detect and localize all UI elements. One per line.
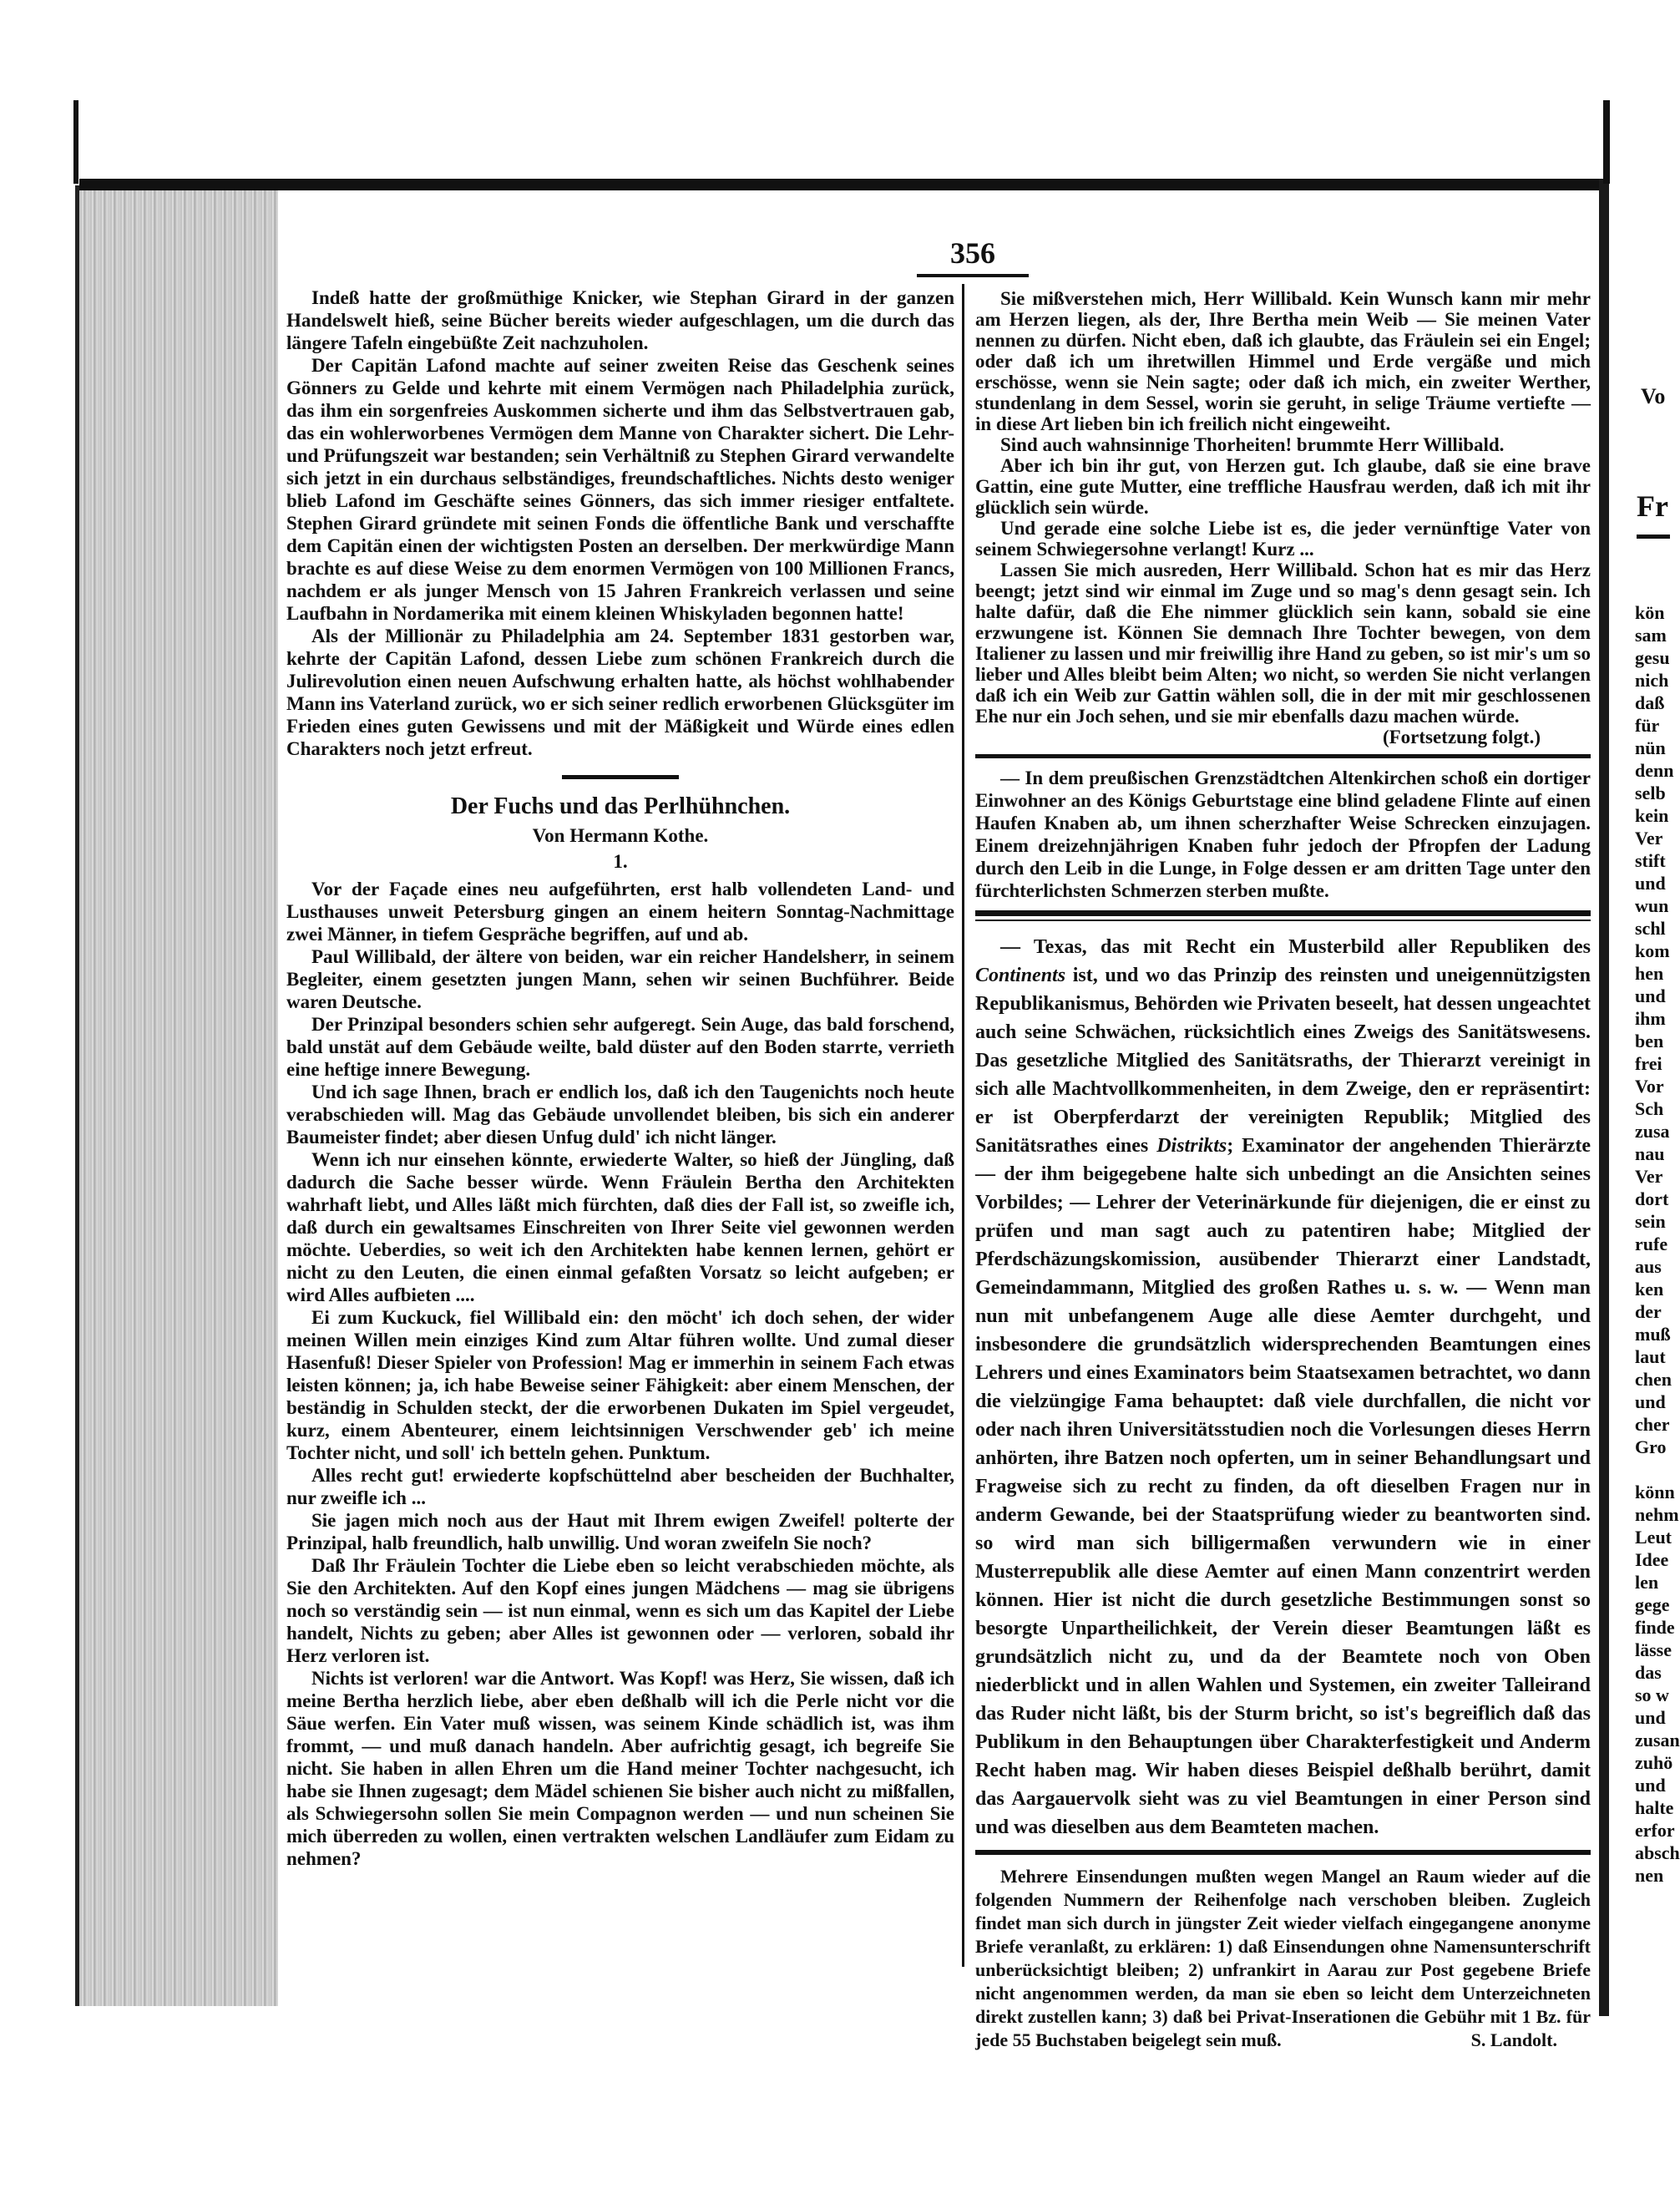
fragment-line: und — [1635, 1775, 1666, 1796]
book-gutter — [1599, 179, 1609, 2016]
paragraph: Der Capitän Lafond machte auf seiner zweiten Reise das Geschenk seines Gönners zu Gelde und kehrte mit einem Vermögen nach Philadelphia zurück, das ihm ein sorgenfreies Auskommen sicherte und ihm das Selbstvertrauen gab, das ein wohlerworbenes Vermögen dem Manne von Charakter sichert. Die Lehr- und Prüfungszeit war bestanden; sein Verhältniß zu Stephen Girard verwandelte sich jetzt in ein durchaus selbständiges, freundschaftliches. Nichts desto weniger blieb Lafond im Geschäfte seines Gönners, das sich immer riesiger entfaltete. Stephen Girard gründete mit seinen Fonds die öffentliche Bank und verschaffte dem Capitän einen der wichtigsten Posten an derselben. Der merkwürdige Mann brachte es auf diese Weise zu dem enormen Vermögen von 100 Millionen Francs, nachdem er als junger Mensch von 15 Jahren Frankreich verlassen und seine Laufbahn in Nordamerika mit einem kleinen Whiskyladen begonnen hatte! — [286, 355, 954, 624]
paragraph: Der Prinzipal besonders schien sehr aufgeregt. Sein Auge, das bald forschend, bald unstät auf dem Gebäude weilte, bald düster auf den Boden starrte, verrieth eine heftige innere Bewegung. — [286, 1014, 954, 1080]
fragment-line: len — [1635, 1572, 1659, 1593]
left-column — [286, 286, 954, 1870]
fragment-line: ben — [1635, 1031, 1664, 1051]
paragraph: Vor der Façade eines neu aufgeführten, erst halb vollendeten Land- und Lusthauses unweit Petersburg gingen an einem heitern Sonntag-Nachmittage zwei Männer, in tiefem Gespräche begriffen, auf und ab. — [286, 879, 954, 945]
fragment-line: für — [1635, 715, 1660, 736]
fragment-line: muß — [1635, 1324, 1671, 1345]
fragment-line: und — [1635, 1391, 1666, 1412]
fragment-line: Idee — [1635, 1549, 1669, 1570]
fragment-line: daß — [1635, 692, 1665, 713]
fragment-line: kön — [1635, 602, 1665, 623]
fragment-line: zuhö — [1635, 1752, 1673, 1773]
fragment-line: aus — [1635, 1256, 1662, 1277]
page-number-rule — [917, 274, 1029, 277]
next-page-rule — [1637, 535, 1670, 539]
paragraph: Aber ich bin ihr gut, von Herzen gut. Ich glaube, daß sie eine brave Gattin, eine gute Mutter, eine treffliche Hausfrau werden, daß ich mit ihr glücklich sein würde. — [975, 455, 1591, 518]
fragment-line: schl — [1635, 918, 1666, 939]
paragraph: Als der Millionär zu Philadelphia am 24. September 1831 gestorben war, kehrte der Capitän Lafond, dessen Liebe zum schönen Frankreich durch die Julirevolution einen neuen Aufschwung erhalten hatte, als höchst wohlhabender Mann ins Vaterland zurück, wo er sich seiner redlich erworbenen Glücksgüter im Frieden eines guten Gewissens und mit der Mäßigkeit und Würde eines edlen Charakters noch jetzt erfreut. — [286, 626, 954, 759]
section-rule — [975, 754, 1591, 758]
fragment-line: laut — [1635, 1346, 1666, 1367]
fragment-line: und — [1635, 873, 1666, 894]
italic-text: Distrikts — [1156, 1135, 1227, 1157]
fragment-line: lässe — [1635, 1639, 1672, 1660]
fragment-line: sein — [1635, 1211, 1666, 1232]
fragment-line: cher — [1635, 1414, 1670, 1435]
editorial-notice — [975, 1865, 1591, 2052]
fragment-line: denn — [1635, 760, 1674, 781]
paragraph — [975, 933, 1591, 1842]
story-title: Der Fuchs und das Perlhühnchen. — [450, 793, 791, 819]
scan-edge-mark — [1603, 100, 1610, 184]
fragment-line: Leut — [1635, 1527, 1672, 1548]
next-page-title: Fr — [1637, 489, 1668, 523]
fragment-line: wun — [1635, 895, 1669, 916]
paragraph: — In dem preußischen Grenzstädtchen Altenkirchen schoß ein dortiger Einwohner an des Königs Geburtstage eine blind geladene Flinte auf einen Haufen Knaben ab, um ihnen scherzhafter Weise Schrecken einzujagen. Einem dreizehnjährigen Knaben fuhr jedoch der Pfropfen der Ladung durch den Leib in die Lunge, in Folge dessen er am dritten Tage unter den fürchterlichsten Schmerzen sterben mußte. — [975, 768, 1591, 901]
paragraph: Wenn ich nur einsehen könnte, erwiederte Walter, so hieß der Jüngling, daß dadurch die Sache besser würde. Wenn Fräulein Bertha den Architekten wahrhaft liebt, und Alles läßt mich fürchten, daß dies der Fall ist, so zweifle ich, daß durch ein gewaltsames Einschreiten von Ihrer Seite viel gewonnen werden möchte. Ueberdies, so weit ich den Architekten habe kennen lernen, gehört er nicht zu den Leuten, die einen einmal gefaßten Vorsatz so leicht aufgeben; er wird Alles aufbieten .... — [286, 1149, 954, 1305]
next-page-header: Vo — [1641, 384, 1666, 408]
fragment-line: Ver — [1635, 1166, 1663, 1187]
paragraph: Ei zum Kuckuck, fiel Willibald ein: den möcht' ich doch sehen, der wider meinen Willen mein einziges Kind zum Altar führen wollte. Und zumal dieser Hasenfuß! Dieser Spieler von Profession! Mag er immerhin in seinem Fach etwas leisten können; ja, ich habe Beweise seiner Fähigkeit: aber einem Menschen, der beständig in Schulden steckt, der die erworbenen Dukaten im Spiel vergeudet, kurz, einem Abenteurer, einem leichtsinnigen Verschwender geb' ich meine Tochter nicht, und soll' ich betteln gehen. Punktum. — [286, 1307, 954, 1463]
fragment-line: selb — [1635, 783, 1666, 803]
fragment-line: rufe — [1635, 1234, 1668, 1254]
double-rule-thick — [975, 910, 1591, 916]
fragment-line: absch — [1635, 1842, 1680, 1863]
fragment-line: gege — [1635, 1594, 1670, 1615]
fragment-line: gesu — [1635, 647, 1670, 668]
fragment-line: Ver — [1635, 828, 1663, 849]
fragment-line: erfor — [1635, 1820, 1675, 1841]
section-rule — [562, 775, 679, 779]
section-rule — [975, 1850, 1591, 1855]
fragment-line: finde — [1635, 1617, 1675, 1638]
story-author: Von Hermann Kothe. — [532, 825, 709, 846]
fragment-line: nen — [1635, 1865, 1664, 1886]
paragraph: Paul Willibald, der ältere von beiden, war ein reicher Handelsherr, in seinem Begleiter, einem gesetzten jungen Mann, sehen wir seinen Buchführer. Beide waren Deutsche. — [286, 946, 954, 1012]
signature: S. Landolt. — [1470, 2029, 1557, 2050]
fragment-line: Sch — [1635, 1098, 1664, 1119]
text: — Texas, das mit Recht ein Musterbild aller Republiken des — [1000, 936, 1591, 958]
scan-edge-mark — [73, 100, 78, 184]
fragment-line: Gro — [1635, 1436, 1667, 1457]
right-column-story — [975, 288, 1591, 747]
fragment-line: ihm — [1635, 1008, 1666, 1029]
continuation-note: (Fortsetzung folgt.) — [1382, 727, 1541, 747]
paragraph: Sie mißverstehen mich, Herr Willibald. Kein Wunsch kann mir mehr am Herzen liegen, als der, Ihre Bertha mein Weib — Sie meinen Vater nennen zu dürfen. Nicht eben, daß ich glaubte, das Fräulein sei ein Engel; oder daß ich um ihretwillen Himmel und Erde vergäße und mich erschösse, wenn sie Nein sagte; oder daß ich mich, ein zweiter Werther, stundenlang in dem Sessel, worin sie geruht, in selige Träume vertiefte — in diese Art lieben bin ich freilich nicht eingeweiht. — [975, 288, 1591, 434]
fragment-line: hen — [1635, 963, 1664, 984]
fragment-line: und — [1635, 985, 1666, 1006]
column-divider — [962, 284, 964, 1967]
fragment-line: halte — [1635, 1797, 1674, 1818]
fragment-line: so w — [1635, 1685, 1669, 1705]
fragment-line: das — [1635, 1662, 1662, 1683]
fragment-line: der — [1635, 1301, 1662, 1322]
fragment-line — [1635, 1458, 1670, 1481]
fragment-line: chen — [1635, 1369, 1672, 1390]
fragment-line: kein — [1635, 805, 1669, 826]
paragraph: Und ich sage Ihnen, brach er endlich los, daß ich den Taugenichts noch heute verabschieden will. Mag das Gebäude unvollendet bleiben, bis sich ein anderer Baumeister findet; aber diesen Unfug duld' ich nicht länger. — [286, 1082, 954, 1148]
fragment-line: nehm — [1635, 1504, 1679, 1525]
next-page-fragments — [1635, 601, 1680, 1887]
paragraph: Sie jagen mich noch aus der Haut mit Ihrem ewigen Zweifel! polterte der Prinzipal, halb freundlich, halb unwillig. Und woran zweifeln Sie noch? — [286, 1510, 954, 1553]
fragment-line: zusan — [1635, 1730, 1680, 1750]
book-fore-edge — [79, 185, 278, 2006]
paragraph: Nichts ist verloren! war die Antwort. Was Kopf! was Herz, Sie wissen, daß ich meine Bertha herzlich liebe, aber eben deßhalb will ich die Perle nicht vor die Säue werfen. Ein Vater muß wissen, was seinem Kinde schädlich ist, was ihm frommt, — und muß danach handeln. Aber aufrichtig gesagt, ich begreife Sie nicht. Sie haben in allen Ehren um die Hand meiner Tochter nachgesucht, ich habe sie Ihnen zugesagt; dem Mädel schienen Sie bisher auch nicht zu mißfallen, als Schwiegersohn sollen Sie mein Compagnon werden — und nun scheinen Sie mich überreden zu wollen, einen vertrakten welschen Landläufer zum Eidam zu nehmen? — [286, 1668, 954, 1869]
right-column — [975, 288, 1591, 2052]
fragment-line: Vor — [1635, 1076, 1664, 1097]
page-number: 356 — [950, 236, 995, 270]
paragraph: Und gerade eine solche Liebe ist es, die jeder vernünftige Vater von seinem Schwiegersohne verlangt! Kurz ... — [975, 518, 1591, 560]
fragment-line: nau — [1635, 1143, 1665, 1164]
fragment-line: sam — [1635, 625, 1667, 646]
italic-text: Continents — [975, 965, 1066, 986]
fragment-line: ken — [1635, 1279, 1664, 1300]
fragment-line: frei — [1635, 1053, 1662, 1074]
double-rule-thin — [975, 920, 1591, 921]
text: ; Examinator der angehenden Thierärzte — der ihm beigegebene halte sich unbedingt an die Ansichten seines Vorbildes; — Lehrer der Veterinärkunde für diejenigen, die er einst zu prüfen und man sagt auch zu patentiren habe; Mitglied der Pferdschäzungskomission, ausübender Thierarzt einer Landstadt, Gemeindammann, Mitglied des großen Rathes u. s. w. — Wenn man nun mit unbefangenem Auge alle diese Aemter durchgeht, und insbesondere die grundsätzlich widersprechenden Beamtungen eines Lehrers und eines Examinators beim Staatsexamen betrachtet, wo dann die vielzüngige Fama behauptet: daß viele durchfallen, die nicht vor oder nach ihren Universitätsstudien noch die Vorlesungen dieses Herrn anhörten, ihre Batzen noch opferten, um in seiner Behandlungsart und Fragweise sich zu recht zu finden, da oft dieselben Fragen nur in anderm Gewande, bei der Staatsprüfung wieder zu beantworten sind. so wird man sich billigermaßen verwundern wie in einer Musterrepublik alle diese Aemter auf einen Mann conzentrirt werden können. Hier ist nicht die durch gesetzliche Bestimmungen sonst so besorgte Unpartheilichkeit, der Verein dieser Beamtungen läßt es grundsätzlich nicht zu, und da der Beamtete noch von Oben niederblickt und in allen Wahlen und Systemen, ein zweiter Talleirand das Ruder nicht läßt, bis der Sturm bricht, so ist's begreiflich daß das Publikum in den Behauptungen über Charakterfestigkeit und Anderm Recht haben mag. Wir haben dieses Beispiel deßhalb berührt, damit das Aargauervolk sieht was zu viel Beamtungen in einer Person sind und was dieselben aus dem Beamteten machen. — [975, 1135, 1591, 1838]
paragraph: Sind auch wahnsinnige Thorheiten! brummte Herr Willibald. — [1000, 434, 1505, 455]
paragraph: Indeß hatte der großmüthige Knicker, wie Stephan Girard in der ganzen Handelswelt hieß, seine Bücher bereits wieder aufgeschlagen, um die durch das längere Tafeln eingebüßte Zeit nachzuholen. — [286, 287, 954, 353]
texas-article — [975, 933, 1591, 1842]
fragment-line: nich — [1635, 670, 1669, 691]
paragraph: Lassen Sie mich ausreden, Herr Willibald. Schon hat es mir das Herz beengt; jetzt sind wir einmal im Zuge und so mag's denn gesagt sein. Ich halte dafür, daß die Ehe nimmer glücklich sein kann, sobald sie eine erzwungene ist. Können Sie demnach Ihre Tochter bewegen, von dem Italiener zu lassen und mir freiwillig ihre Hand zu geben, so ist mir's um so lieber und Alles bleibt beim Alten; wo nicht, so werden Sie nicht verlangen daß ich ein Weib zur Gattin wählen soll, die in der mit mir geschlossenen Ehe nur ein Joch sehen, und sie mir ebenfalls dazu machen würde. — [975, 560, 1591, 727]
news-item — [975, 767, 1591, 902]
fragment-line: und — [1635, 1707, 1666, 1728]
paragraph — [975, 1865, 1591, 2052]
fragment-line: kom — [1635, 940, 1670, 961]
fragment-line: könn — [1635, 1482, 1675, 1502]
paragraph: Alles recht gut! erwiederte kopfschüttelnd aber bescheiden der Buchhalter, nur zweifle ich ... — [286, 1465, 954, 1508]
chapter-number: 1. — [613, 851, 628, 872]
fragment-line: dort — [1635, 1188, 1669, 1209]
text: ist, und wo das Prinzip des reinsten und uneigennützigsten Republikanismus, Behörden wie Privaten beseelt, hat dessen ungeachtet auch seine Schwächen, rücksichtlich eines Zweigs des Sanitätswesens. Das gesetzliche Mitglied des Sanitätsraths, der Thierarzt vereinigt in sich alle Machtvollkommenheiten, in dem Zweige, den er repräsentirt: er ist Oberpferdarzt der vereinigten Republik; Mitglied des Sanitätsrathes eines — [975, 965, 1591, 1157]
text: Mehrere Einsendungen mußten wegen Mangel an Raum wieder auf die folgenden Nummern der Reihenfolge nach verschoben bleiben. Zugleich findet man sich durch in jüngster Zeit wieder vielfach eingegangene anonyme Briefe veranlaßt, zu erklären: 1) daß Einsendungen ohne Namensunterschrift unberücksichtigt bleiben; 2) unfrankirt in Aarau zur Post gegebene Briefe nicht angenommen werden, da man sie eben so leicht dem Unterzeichneten direkt zustellen kann; 3) daß bei Privat-Inserationen die Gebühr mit 1 Bz. für jede 55 Buchstaben beigelegt sein muß. — [975, 1866, 1591, 2050]
fragment-line: zusa — [1635, 1121, 1670, 1142]
fragment-line: stift — [1635, 850, 1666, 871]
paragraph: Daß Ihr Fräulein Tochter die Liebe eben so leicht verabschieden möchte, als Sie den Architekten. Auf den Kopf eines jungen Mädchens — mag sie übrigens noch so verständig sein — ist nun einmal, wenn es sich um das Kapitel der Liebe handelt, Nichts zu geben; aber Alles ist gewonnen oder — verloren, sobald ihr Herz verloren ist. — [286, 1555, 954, 1666]
page-top-edge — [79, 179, 1607, 190]
fragment-line: nün — [1635, 737, 1666, 758]
